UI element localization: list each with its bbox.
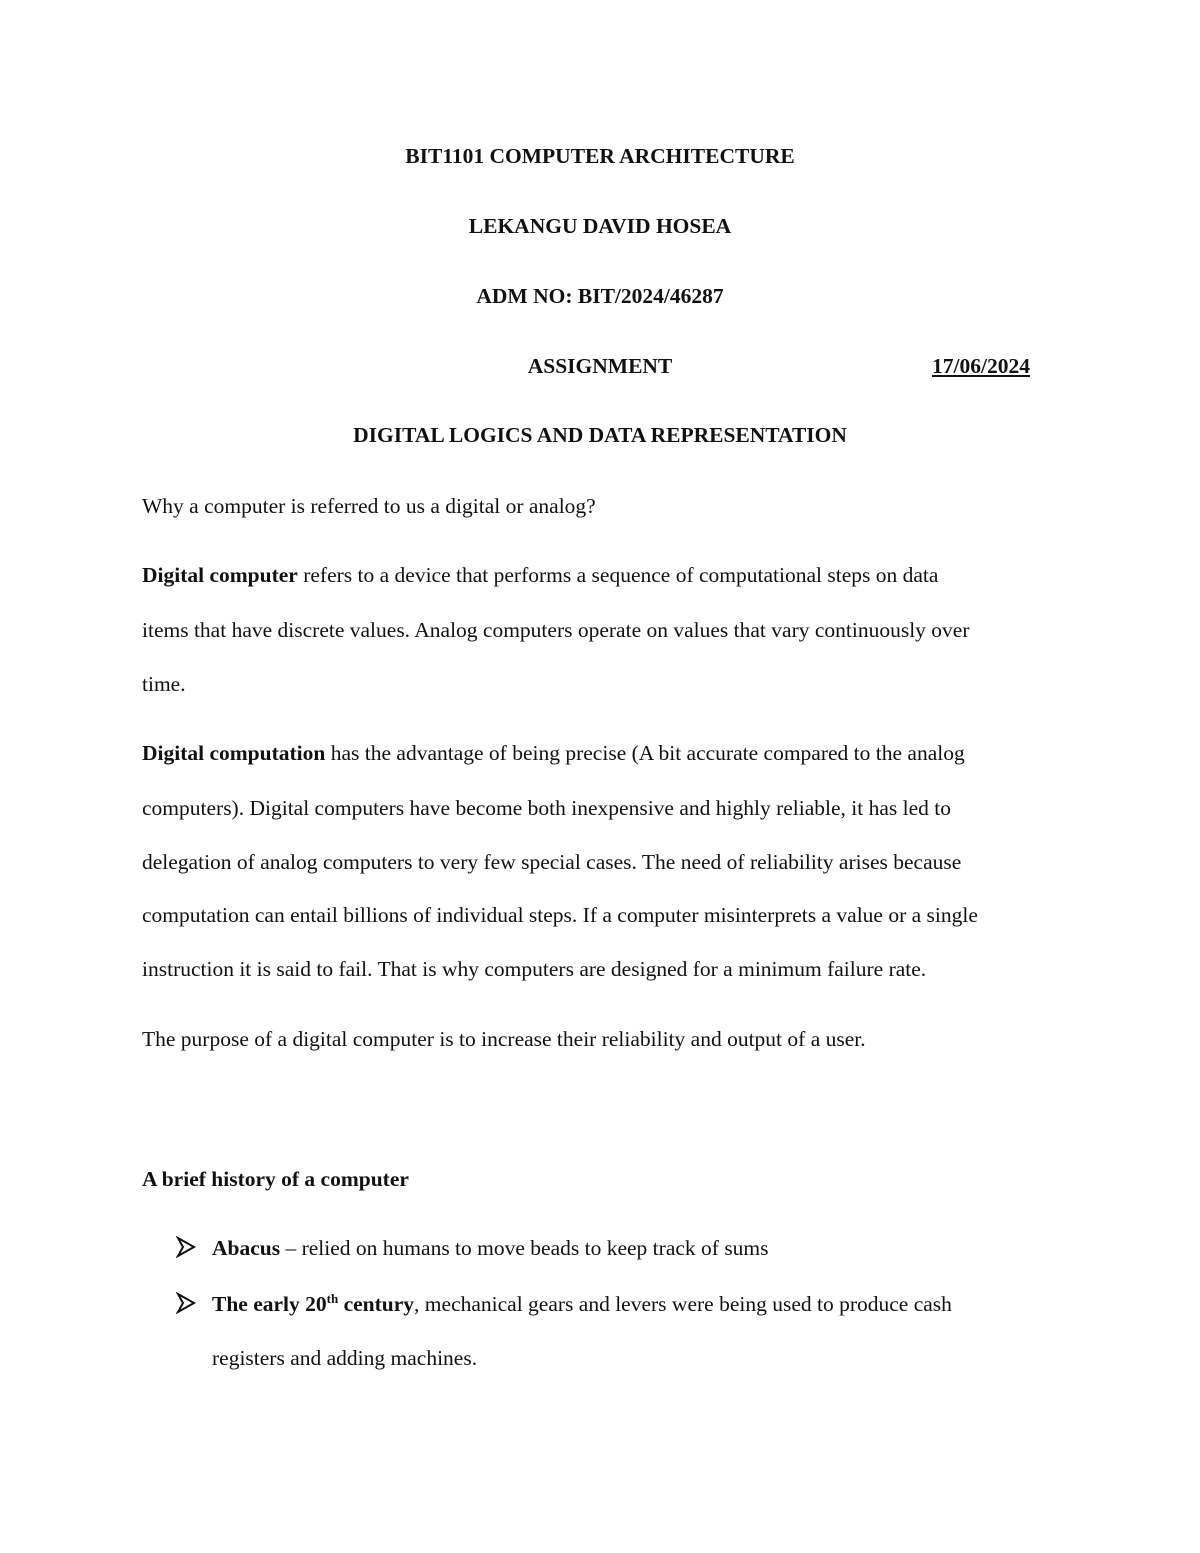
history-heading: A brief history of a computer: [142, 1167, 409, 1191]
para2-line2: computers). Digital computers have become both inexpensive and highly reliable, it has led to: [142, 796, 952, 820]
bullet2-text: , mechanical gears and levers were being used to produce cash: [414, 1292, 952, 1316]
arrowhead-bullet-icon: [176, 1292, 196, 1314]
bullet-abacus-text: – relied on humans to move beads to keep track of sums: [280, 1236, 769, 1260]
para2-line1-text: has the advantage of being precise (A bit accurate compared to the analog: [325, 741, 965, 765]
bullet-abacus-term: Abacus: [212, 1236, 281, 1260]
question-text: Why a computer is referred to us a digital or analog?: [142, 494, 596, 518]
para2-line4: computation can entail billions of individual steps. If a computer misinterprets a value or a single: [142, 903, 978, 927]
bullet2-term: [212, 1292, 414, 1316]
para1-line1: [142, 561, 938, 589]
bullet2-term-prefix: The early 20: [212, 1292, 327, 1316]
bullet-abacus: [212, 1234, 769, 1262]
assignment-label: ASSIGNMENT: [527, 354, 673, 378]
bullet2-continuation: registers and adding machines.: [212, 1346, 478, 1370]
arrowhead-bullet-icon: [176, 1236, 196, 1258]
para2-term: Digital computation: [142, 741, 326, 765]
para2-line3: delegation of analog computers to very few special cases. The need of reliability arises because: [142, 850, 962, 874]
para1-line1-text: refers to a device that performs a sequence of computational steps on data: [297, 563, 939, 587]
course-title: BIT1101 COMPUTER ARCHITECTURE: [405, 144, 795, 168]
bullet2-term-superscript: th: [326, 1290, 339, 1306]
para1-line2: items that have discrete values. Analog computers operate on values that vary continuously over: [142, 618, 970, 642]
para2-line5: instruction it is said to fail. That is why computers are designed for a minimum failure rate.: [142, 957, 927, 981]
para1-term: Digital computer: [142, 563, 298, 587]
student-name: LEKANGU DAVID HOSEA: [468, 214, 732, 238]
admission-number: ADM NO: BIT/2024/46287: [476, 284, 724, 308]
assignment-date: 17/06/2024: [932, 354, 1030, 378]
para1-line3: time.: [142, 672, 186, 696]
para2-line1: [142, 739, 965, 767]
bullet2-term-suffix: century: [338, 1292, 415, 1316]
purpose-line: The purpose of a digital computer is to increase their reliability and output of a user.: [142, 1027, 866, 1051]
topic-title: DIGITAL LOGICS AND DATA REPRESENTATION: [353, 423, 847, 447]
bullet-early-20th-century: [212, 1290, 952, 1318]
